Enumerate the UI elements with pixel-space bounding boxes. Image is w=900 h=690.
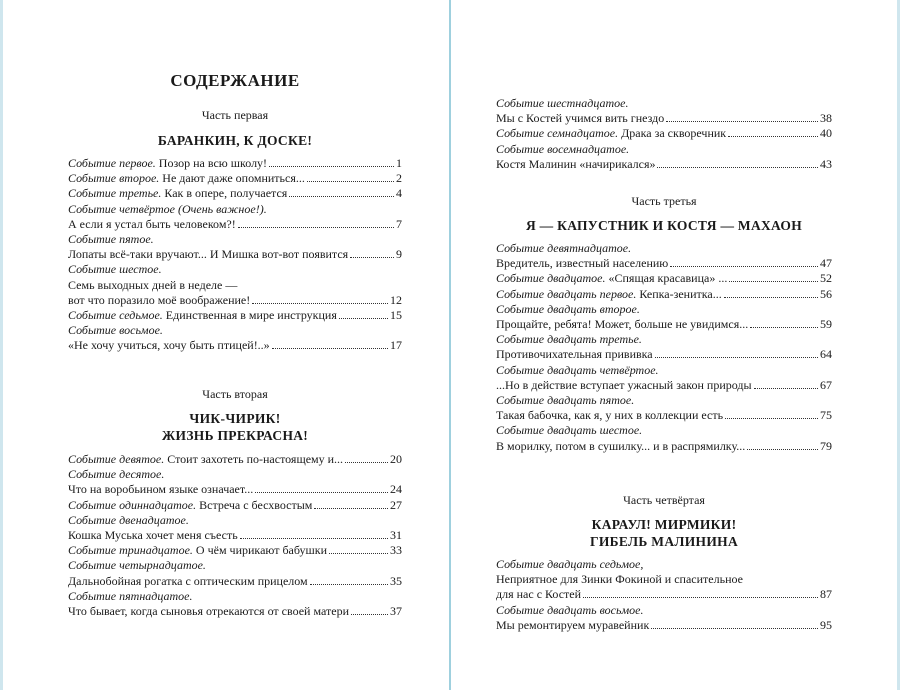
- dot-leader: [252, 303, 388, 304]
- entry-title: Мы с Костей учимся вить гнездо: [496, 111, 665, 126]
- entry-title: О чём чирикают бабушки: [192, 543, 328, 558]
- toc-line: [496, 271, 832, 286]
- entry-title: «Не хочу учиться, хочу быть птицей!..»: [68, 338, 270, 353]
- part-label: Часть четвёртая: [623, 493, 705, 507]
- entry-title: Костя Малинин «начирикался»: [496, 156, 656, 171]
- toc-entry[interactable]: [68, 323, 402, 353]
- toc-line: [496, 287, 832, 302]
- toc-entry[interactable]: [68, 232, 402, 262]
- event-label: Событие девятое.: [68, 452, 165, 466]
- toc-line: [496, 618, 832, 633]
- toc-entry[interactable]: [68, 186, 402, 201]
- toc-entry[interactable]: [496, 423, 832, 453]
- toc-line: [68, 528, 402, 543]
- part-title: Я — КАПУСТНИК И КОСТЯ — МАХАОН: [525, 218, 803, 233]
- toc-entry[interactable]: [68, 308, 402, 323]
- toc-line: [496, 111, 832, 126]
- dot-leader: [289, 196, 394, 197]
- page-number[interactable]: 1: [396, 156, 402, 170]
- page-number[interactable]: 27: [390, 497, 402, 512]
- toc-entry[interactable]: [68, 589, 402, 619]
- toc-entry[interactable]: [68, 543, 402, 558]
- dot-leader: [240, 538, 388, 539]
- entry-title: Вредитель, известный населению: [496, 256, 669, 271]
- entry-title: «Спящая красавица» ...: [605, 271, 728, 286]
- toc-line: [68, 543, 402, 558]
- event-label: Событие первое.: [68, 156, 156, 170]
- page-number[interactable]: 35: [390, 573, 402, 588]
- entry-title: вот что поразило моё воображение!: [68, 292, 251, 307]
- page-number[interactable]: 56: [820, 286, 832, 301]
- entry-list: [496, 241, 832, 454]
- toc-line: [496, 347, 832, 362]
- dot-leader: [238, 227, 394, 228]
- toc-line: [68, 217, 402, 232]
- dot-leader: [651, 628, 818, 629]
- page-number[interactable]: 20: [390, 452, 402, 466]
- page-number[interactable]: 37: [390, 604, 402, 619]
- dot-leader: [351, 614, 388, 615]
- page-number[interactable]: 38: [820, 111, 832, 126]
- toc-line: [68, 338, 402, 353]
- event-label: Событие двадцать пятое.: [496, 393, 635, 408]
- toc-line: [68, 482, 402, 497]
- toc-line: [496, 363, 832, 378]
- page-number[interactable]: 17: [390, 338, 402, 353]
- toc-line: [496, 332, 832, 347]
- entry-title: Мы ремонтируем муравейник: [496, 617, 650, 632]
- event-label: Событие двадцать шестое.: [496, 423, 643, 438]
- event-label: Событие двадцатое.: [496, 271, 606, 286]
- toc-heading: СОДЕРЖАНИЕ: [170, 71, 300, 90]
- dot-leader: [666, 121, 818, 122]
- page-edge-left: [0, 0, 3, 690]
- page-number[interactable]: 31: [390, 528, 402, 543]
- dot-leader: [255, 492, 388, 493]
- entry-title: Единственная в мире инструкция: [162, 308, 337, 323]
- toc-line: [496, 241, 832, 256]
- entry-title: Семь выходных дней в неделе —: [68, 277, 238, 292]
- page-number[interactable]: 79: [820, 438, 832, 453]
- page-number[interactable]: 9: [396, 247, 402, 262]
- toc-line: [68, 452, 402, 467]
- dot-leader: [724, 297, 818, 298]
- dot-leader: [310, 584, 388, 585]
- toc-line: [68, 308, 402, 323]
- page-number[interactable]: 24: [390, 482, 402, 497]
- page-number[interactable]: 33: [390, 543, 402, 558]
- entry-title: Лопаты всё-таки вручают... И Мишка вот-вот появится: [68, 247, 349, 262]
- book-spine: [449, 0, 451, 690]
- dot-leader: [350, 257, 394, 258]
- page-number[interactable]: 15: [390, 308, 402, 323]
- toc-entry[interactable]: [496, 96, 832, 126]
- page-number[interactable]: 7: [396, 216, 402, 231]
- event-label: Событие шестое.: [68, 262, 162, 277]
- toc-entry[interactable]: [496, 287, 832, 302]
- dot-leader: [272, 348, 388, 349]
- entry-title: Стоит захотеть по-настоящему и...: [164, 452, 344, 466]
- entry-title: Кепка-зенитка...: [636, 286, 722, 301]
- toc-line: [496, 256, 832, 271]
- toc-line: [496, 393, 832, 408]
- entry-list: [496, 96, 832, 172]
- page-number[interactable]: 67: [820, 377, 832, 392]
- event-label: Событие семнадцатое.: [496, 126, 619, 141]
- toc-line: [68, 171, 402, 186]
- dot-leader: [345, 462, 388, 463]
- dot-leader: [329, 553, 388, 554]
- page-number[interactable]: 59: [820, 317, 832, 332]
- event-label: Событие четырнадцатое.: [68, 558, 206, 573]
- page-number[interactable]: 75: [820, 408, 832, 423]
- entry-title: Противочихательная прививка: [496, 347, 653, 362]
- toc-entry[interactable]: [496, 241, 832, 271]
- toc-entry[interactable]: [68, 498, 402, 513]
- toc-line: [68, 498, 402, 513]
- toc-line: [496, 557, 832, 572]
- toc-line: [68, 589, 402, 604]
- entry-title: Драка за скворечник: [618, 126, 727, 141]
- event-label: Событие одиннадцатое.: [68, 497, 197, 512]
- event-label: Событие двадцать третье.: [496, 332, 642, 347]
- toc-line: [68, 278, 402, 293]
- page-number[interactable]: 64: [820, 347, 832, 362]
- event-label: Событие пятое.: [68, 232, 154, 247]
- dot-leader: [339, 318, 388, 319]
- entry-title: Что бывает, когда сыновья отрекаются от своей матери: [68, 604, 349, 619]
- event-label: Событие восемнадцатое.: [496, 141, 630, 156]
- toc-entry[interactable]: [496, 332, 832, 362]
- toc-line: [68, 558, 402, 573]
- part-title: КАРАУЛ! МИРМИКИ! ГИБЕЛЬ МАЛИНИНА: [589, 517, 738, 549]
- entry-list: [496, 557, 832, 633]
- toc-entry[interactable]: [496, 126, 832, 141]
- event-label: Событие десятое.: [68, 467, 165, 482]
- event-label: Событие двадцать седьмое,: [496, 557, 644, 571]
- toc-line: [68, 232, 402, 247]
- event-label: Событие двадцать восьмое.: [496, 602, 644, 617]
- entry-title: Неприятное для Зинки Фокиной и спасительное: [496, 572, 743, 587]
- toc-entry[interactable]: [68, 202, 402, 232]
- entry-title: Позор на всю школу!: [155, 156, 268, 170]
- toc-line: [496, 157, 832, 172]
- page-number[interactable]: 4: [396, 186, 402, 201]
- entry-title: В морилку, потом в сушилку... и в распрямилку...: [496, 438, 746, 453]
- toc-line: [496, 317, 832, 332]
- entry-title: Прощайте, ребята! Может, больше не увидимся...: [496, 317, 749, 332]
- dot-leader: [655, 357, 818, 358]
- toc-entry[interactable]: [496, 142, 832, 172]
- event-label: Событие восьмое.: [68, 323, 163, 338]
- entry-title: Что на воробьином языке означает...: [68, 482, 254, 497]
- toc-entry[interactable]: [496, 363, 832, 393]
- toc-entry[interactable]: [68, 262, 402, 308]
- toc-line: [68, 513, 402, 528]
- entry-title: Встреча с бесхвостым: [196, 497, 313, 512]
- toc-line: [496, 96, 832, 111]
- toc-entry[interactable]: [496, 302, 832, 332]
- toc-entry[interactable]: [68, 171, 402, 186]
- dot-leader: [583, 597, 818, 598]
- part-label: Часть третья: [631, 194, 697, 208]
- toc-line: [496, 302, 832, 317]
- dot-leader: [670, 266, 818, 267]
- part-title: ЧИК-ЧИРИК! ЖИЗНЬ ПРЕКРАСНА!: [161, 411, 309, 443]
- entry-list: [68, 452, 402, 619]
- toc-line: [68, 323, 402, 338]
- event-label: Событие пятнадцатое.: [68, 588, 193, 603]
- toc-entry[interactable]: [68, 558, 402, 588]
- dot-leader: [750, 327, 818, 328]
- event-label: Событие двадцать второе.: [496, 301, 640, 316]
- toc-line: [68, 604, 402, 619]
- entry-title: Как в опере, получается: [161, 186, 288, 201]
- page-number[interactable]: 95: [820, 617, 832, 632]
- page-number[interactable]: 47: [820, 256, 832, 271]
- dot-leader: [725, 418, 818, 419]
- event-label: Событие седьмое.: [68, 308, 163, 323]
- dot-leader: [747, 449, 818, 450]
- toc-entry[interactable]: [496, 557, 832, 603]
- toc-entry[interactable]: [68, 513, 402, 543]
- event-label: Событие девятнадцатое.: [496, 241, 632, 255]
- dot-leader: [269, 166, 394, 167]
- toc-line: [68, 186, 402, 201]
- toc-line: [496, 408, 832, 423]
- dot-leader: [314, 508, 388, 509]
- toc-line: [496, 142, 832, 157]
- dot-leader: [729, 281, 818, 282]
- event-label: Событие двенадцатое.: [68, 512, 189, 527]
- entry-title: ...Но в действие вступает ужасный закон природы: [496, 377, 752, 392]
- dot-leader: [754, 388, 818, 389]
- toc-line: [496, 423, 832, 438]
- part-title: БАРАНКИН, К ДОСКЕ!: [157, 133, 313, 148]
- event-label: Событие четвёртое (Очень важное!).: [68, 201, 267, 216]
- toc-line: [68, 156, 402, 171]
- page-number[interactable]: 2: [396, 171, 402, 186]
- part-label: Часть вторая: [202, 387, 268, 401]
- entry-title: А если я устал быть человеком?!: [68, 216, 236, 231]
- entry-list: [68, 156, 402, 354]
- event-label: Событие тринадцатое.: [68, 543, 193, 558]
- event-label: Событие двадцать первое.: [496, 286, 637, 301]
- page-number[interactable]: 40: [820, 126, 832, 141]
- toc-line: [496, 378, 832, 393]
- toc-entry[interactable]: [68, 156, 402, 171]
- toc-line: [496, 603, 832, 618]
- entry-title: Кошка Муська хочет меня съесть: [68, 528, 238, 543]
- page-number[interactable]: 87: [820, 587, 832, 602]
- dot-leader: [728, 136, 818, 137]
- toc-line: [68, 202, 402, 217]
- entry-title: Не дают даже опомниться...: [159, 171, 305, 186]
- toc-entry[interactable]: [496, 603, 832, 633]
- toc-line: [68, 247, 402, 262]
- dot-leader: [307, 181, 394, 182]
- entry-title: Такая бабочка, как я, у них в коллекции есть: [496, 408, 724, 423]
- event-label: Событие шестнадцатое.: [496, 96, 629, 110]
- toc-line: [496, 126, 832, 141]
- toc-line: [496, 587, 832, 602]
- toc-line: [68, 262, 402, 277]
- event-label: Событие третье.: [68, 186, 162, 201]
- dot-leader: [657, 167, 818, 168]
- toc-line: [496, 572, 832, 587]
- toc-line: [68, 574, 402, 589]
- entry-title: для нас с Костей: [496, 587, 582, 602]
- toc-line: [68, 293, 402, 308]
- event-label: Событие двадцать четвёртое.: [496, 362, 659, 377]
- toc-line: [68, 467, 402, 482]
- entry-title: Дальнобойная рогатка с оптическим прицелом: [68, 573, 308, 588]
- page-number[interactable]: 52: [820, 271, 832, 286]
- toc-entry[interactable]: [496, 271, 832, 286]
- toc-line: [496, 439, 832, 454]
- page-number[interactable]: 12: [390, 292, 402, 307]
- page-number[interactable]: 43: [820, 156, 832, 171]
- toc-entry[interactable]: [68, 467, 402, 497]
- toc-entry[interactable]: [496, 393, 832, 423]
- toc-entry[interactable]: [68, 452, 402, 467]
- event-label: Событие второе.: [68, 171, 160, 186]
- part-label: Часть первая: [201, 108, 269, 122]
